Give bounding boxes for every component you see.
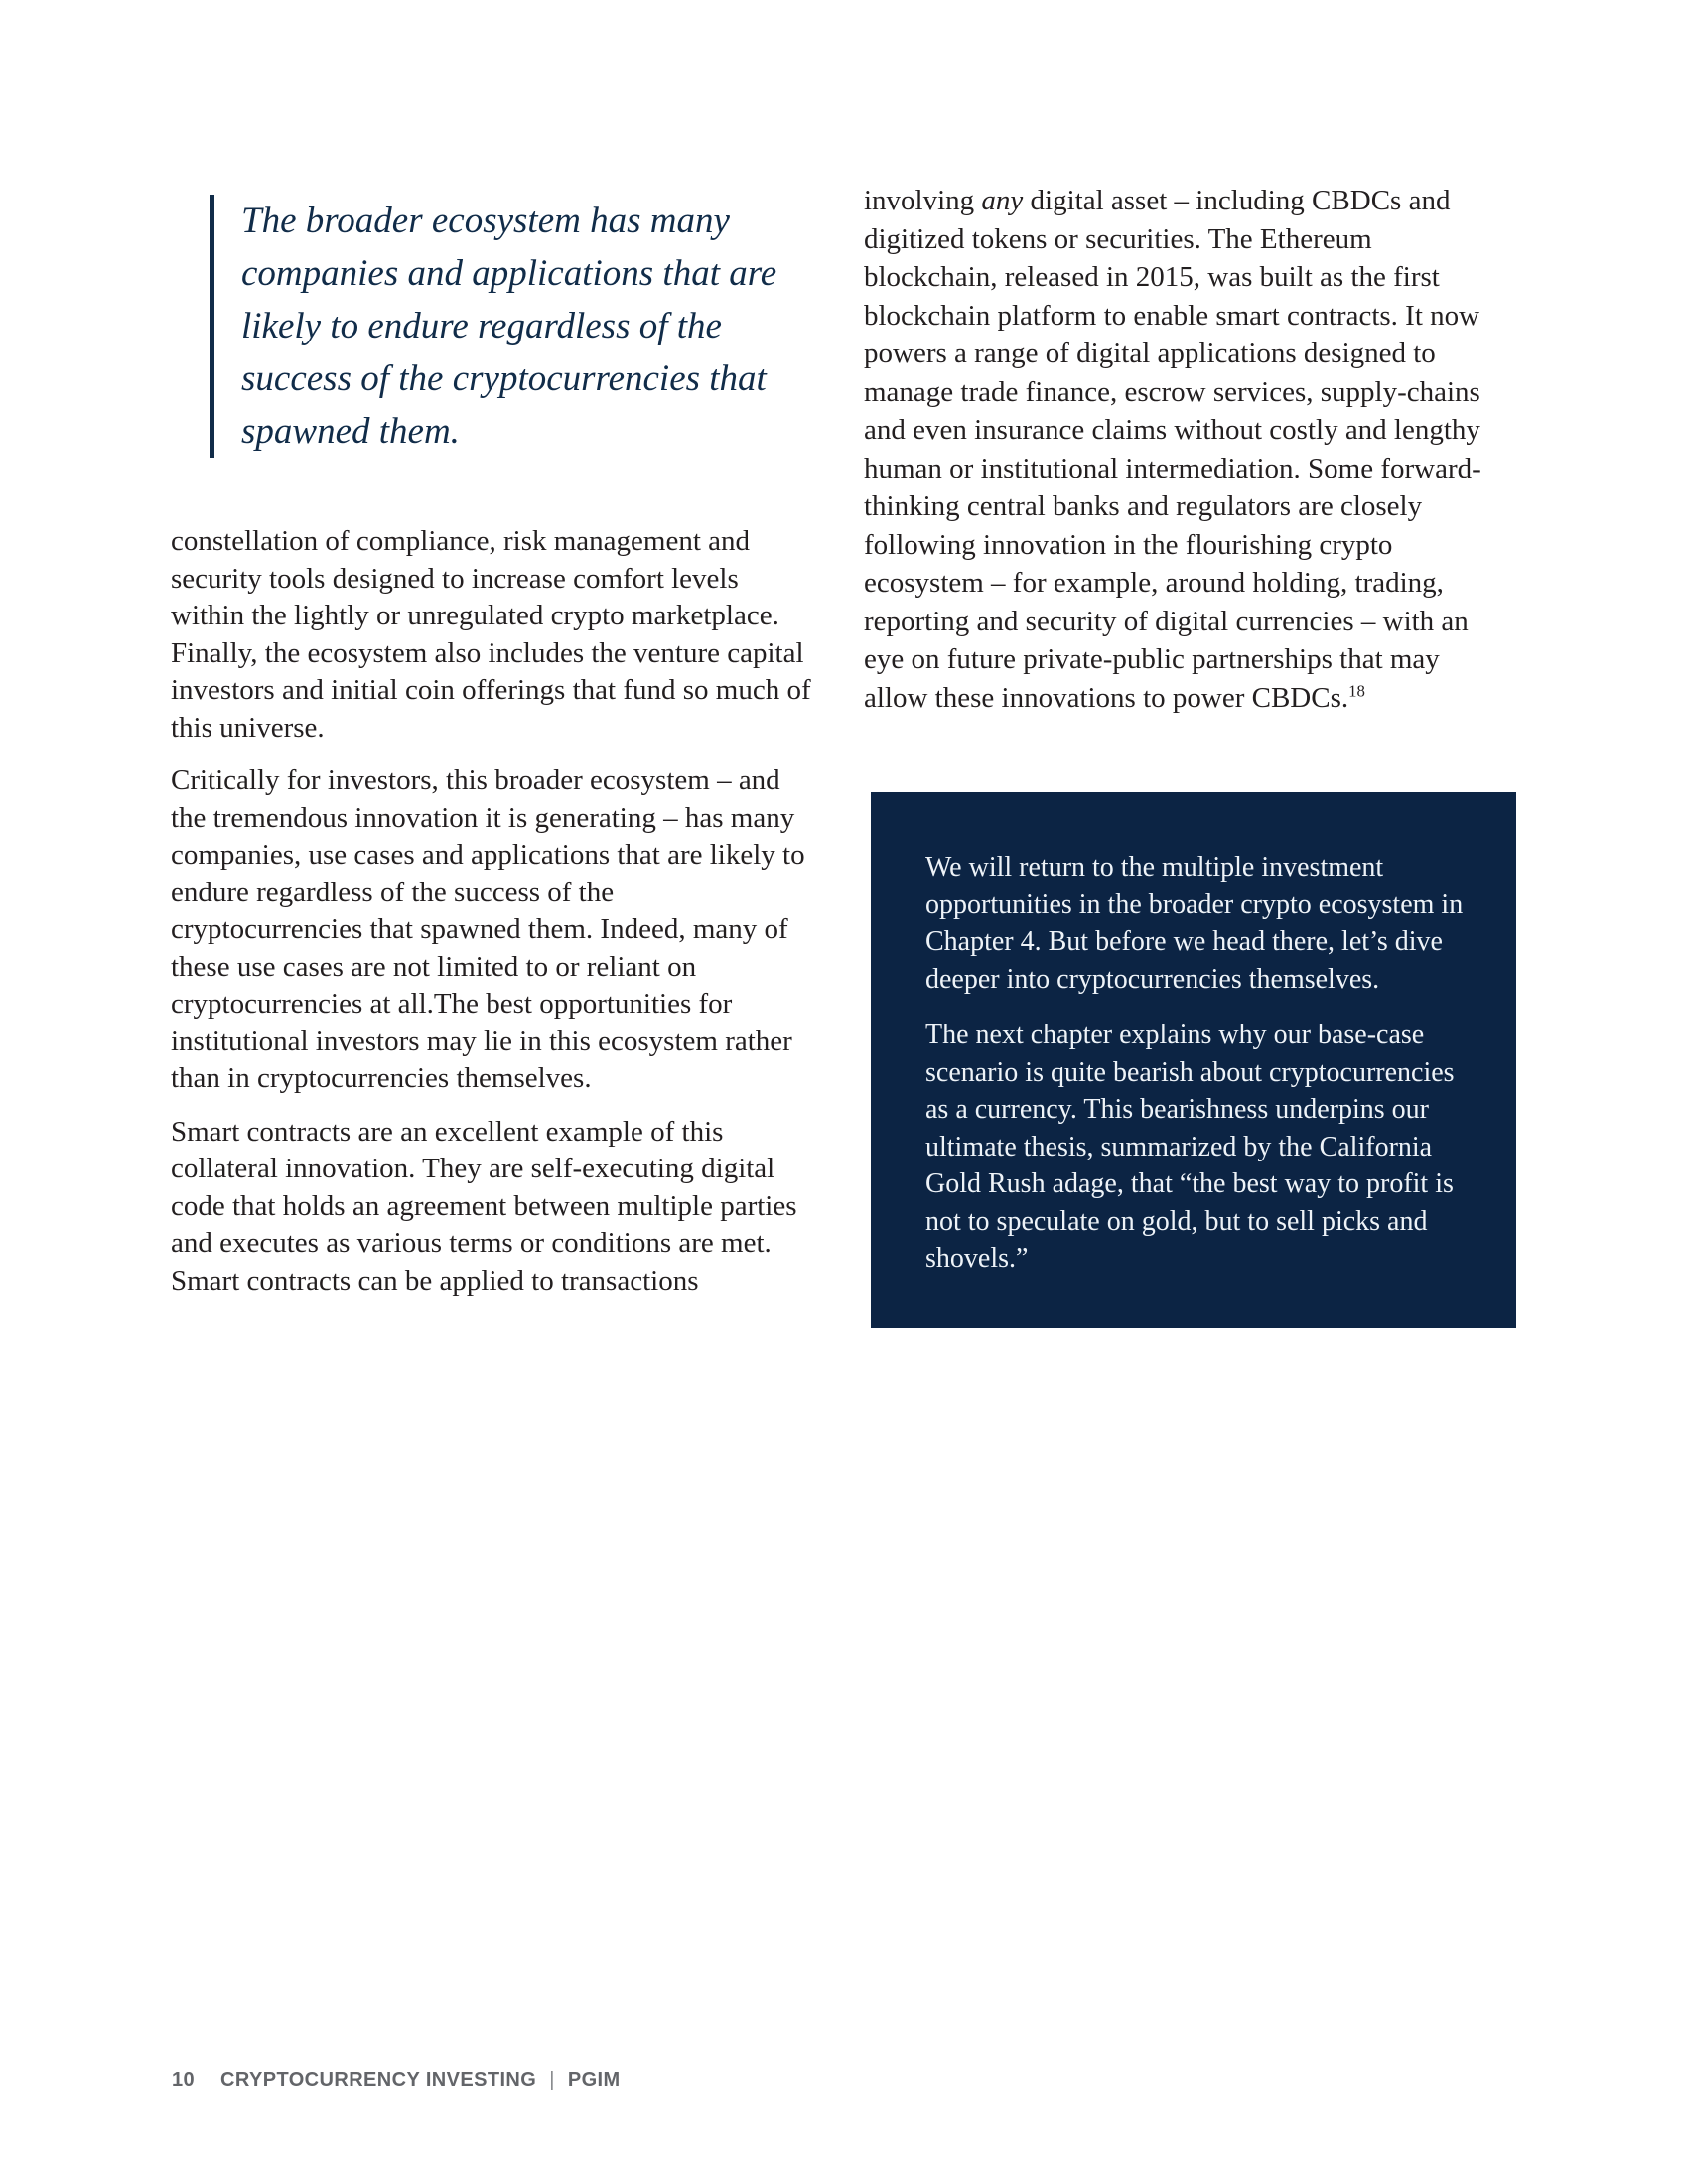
footer-separator: | [549, 2069, 555, 2091]
page-footer [172, 2069, 621, 2092]
left-column [171, 523, 811, 1315]
callout-box [871, 792, 1516, 1328]
brand-name: PGIM [567, 2069, 621, 2091]
document-title: CRYPTOCURRENCY INVESTING [220, 2069, 537, 2091]
callout-paragraph: The next chapter explains why our base-case scenario is quite bearish about cryptocurrencies as a currency. This bearishness underpins our ultimate thesis, summarized by the California Gold Rush adage, that “the best way to profit is not to speculate on gold, but to sell picks and shovels.” [925, 1020, 1455, 1274]
page-number: 10 [172, 2069, 196, 2091]
body-paragraph: Critically for investors, this broader ecosystem – and the tremendous innovation it is generating – has many companies, use cases and applications that are likely to endure regardless of the success of the cryptocurrencies that spawned them. Indeed, many of these use cases are not limited to or reliant on cryptocurrencies at all.The best opportunities for institutional investors may lie in this ecosystem rather than in cryptocurrencies themselves. [171, 764, 805, 1094]
body-paragraph: involving any digital asset – including CBDCs and digitized tokens or securities. The Ethereum blockchain, released in 2015, was built as the first blockchain platform to enable smart contracts. It now powers a range of digital applications designed to manage trade finance, escrow services, supply-chains and even insurance claims without costly and lengthy human or institutional intermediation. Some forward-thinking central banks and regulators are closely following innovation in the flourishing crypto ecosystem – for example, around holding, trading, reporting and security of digital currencies – with an eye on future private-public partnerships that may allow these innovations to power CBDCs.$^{18}$ [864, 185, 1481, 714]
pull-quote-text: The broader ecosystem has many companies and applications that are likely to endure regardless of the success of the cryptocurrencies that spawned them. [241, 201, 777, 452]
body-paragraph: Smart contracts are an excellent example of this collateral innovation. They are self-executing digital code that holds an agreement between multiple parties and executes as various terms or conditions are met. Smart contracts can be applied to transactions [171, 1115, 797, 1297]
body-paragraph: constellation of compliance, risk management and security tools designed to increase comfort levels within the lightly or unregulated crypto marketplace. Finally, the ecosystem also includes the venture capital investors and initial coin offerings that fund so much of this universe. [171, 525, 811, 744]
callout-paragraph: We will return to the multiple investment opportunities in the broader crypto ecosystem in Chapter 4. But before we head there, let’s dive deeper into cryptocurrencies themselves. [925, 852, 1464, 995]
pull-quote [210, 195, 805, 458]
right-column [864, 182, 1507, 717]
